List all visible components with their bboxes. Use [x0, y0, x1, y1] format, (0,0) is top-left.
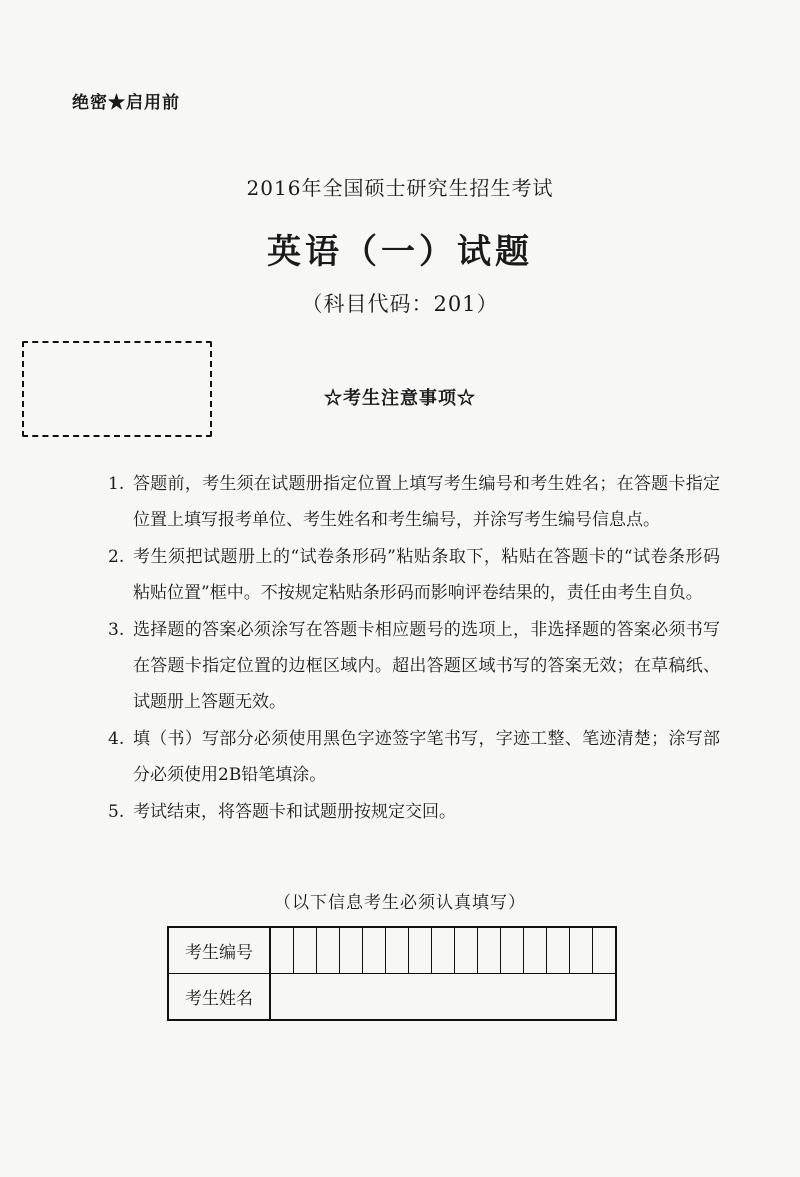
candidate-number-digit-box[interactable]	[317, 927, 340, 974]
fill-instruction: （以下信息考生必须认真填写）	[274, 893, 526, 913]
notice-item	[108, 794, 720, 830]
candidate-number-digit-box[interactable]	[570, 927, 593, 974]
candidate-info-table	[167, 926, 617, 1021]
classification-mark: 绝密★启用前	[72, 93, 180, 113]
candidate-number-digit-box[interactable]	[270, 927, 294, 974]
notice-item	[108, 721, 720, 793]
candidate-number-digit-box[interactable]	[524, 927, 547, 974]
notice-item-number: 2.	[108, 547, 125, 567]
exam-name: 2016年全国硕士研究生招生考试	[246, 176, 554, 200]
candidate-number-digit-box[interactable]	[432, 927, 455, 974]
subject-title: 英语（一）试题	[267, 232, 533, 272]
notice-item-number: 1.	[108, 474, 125, 494]
candidate-number-digit-box[interactable]	[363, 927, 386, 974]
candidate-number-digit-box[interactable]	[547, 927, 570, 974]
candidate-name-field[interactable]	[270, 974, 616, 1021]
notice-item-number: 3.	[108, 620, 125, 640]
candidate-name-row	[168, 974, 616, 1021]
candidate-number-digit-box[interactable]	[593, 927, 617, 974]
notice-title: ☆考生注意事项☆	[324, 388, 476, 409]
candidate-name-label: 考生姓名	[168, 974, 270, 1021]
notice-item-text: 考试结束，将答题卡和试题册按规定交回。	[133, 802, 456, 822]
notice-item	[108, 612, 720, 720]
candidate-number-row	[168, 927, 616, 974]
notice-item	[108, 539, 720, 611]
notice-item-text: 考生须把试题册上的“试卷条形码”粘贴条取下，粘贴在答题卡的“试卷条形码粘贴位置”框中。不按规定粘贴条形码而影响评卷结果的，责任由考生自负。	[133, 547, 720, 603]
candidate-number-digit-box[interactable]	[409, 927, 432, 974]
notice-list	[108, 466, 720, 831]
notice-item-number: 4.	[108, 729, 125, 749]
candidate-number-digit-box[interactable]	[386, 927, 409, 974]
subject-code: （科目代码：201）	[301, 292, 499, 316]
notice-item-text: 填（书）写部分必须使用黑色字迹签字笔书写，字迹工整、笔迹清楚；涂写部分必须使用2B铅笔填涂。	[133, 729, 720, 785]
notice-item-text: 答题前，考生须在试题册指定位置上填写考生编号和考生姓名；在答题卡指定位置上填写报考单位、考生姓名和考生编号，并涂写考生编号信息点。	[133, 474, 720, 530]
candidate-number-digit-box[interactable]	[294, 927, 317, 974]
candidate-number-digit-box[interactable]	[478, 927, 501, 974]
candidate-number-digit-box[interactable]	[340, 927, 363, 974]
candidate-number-digit-box[interactable]	[455, 927, 478, 974]
notice-item-number: 5.	[108, 802, 125, 822]
candidate-number-label: 考生编号	[168, 927, 270, 974]
notice-item	[108, 466, 720, 538]
notice-item-text: 选择题的答案必须涂写在答题卡相应题号的选项上，非选择题的答案必须书写在答题卡指定位置的边框区域内。超出答题区域书写的答案无效；在草稿纸、试题册上答题无效。	[133, 620, 720, 712]
candidate-number-digit-box[interactable]	[501, 927, 524, 974]
